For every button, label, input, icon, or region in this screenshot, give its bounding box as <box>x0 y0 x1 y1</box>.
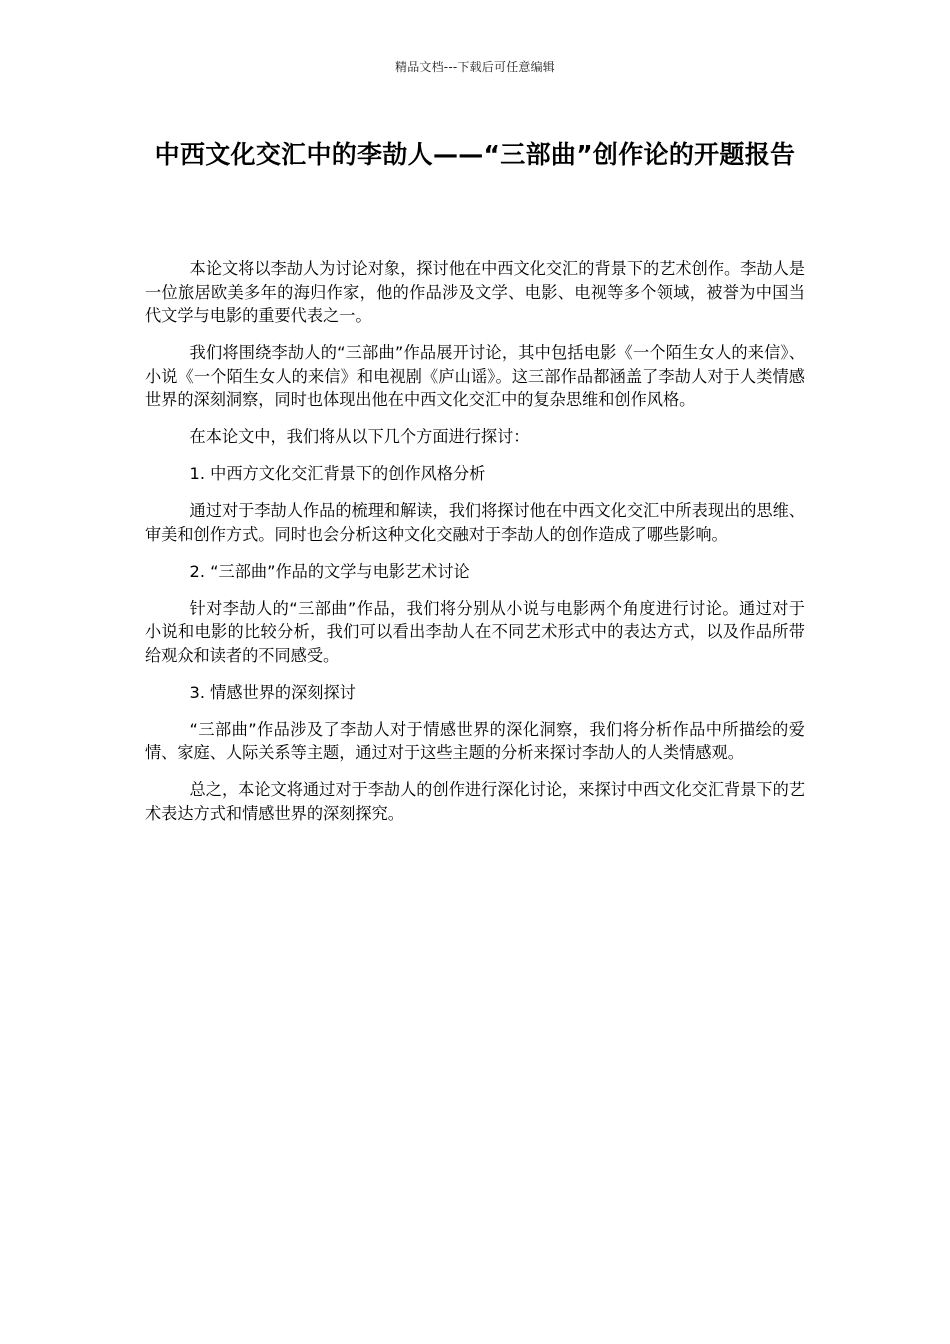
paragraph-section-2: 针对李劼人的“三部曲”作品，我们将分别从小说与电影两个角度进行讨论。通过对于小说和电影的比较分析，我们可以看出李劼人在不同艺术形式中的表达方式，以及作品所带给观众和读者的不同感受。 <box>145 598 805 665</box>
paragraph-intro: 本论文将以李劼人为讨论对象，探讨他在中西文化交汇的背景下的艺术创作。李劼人是一位旅居欧美多年的海归作家，他的作品涉及文学、电影、电视等多个领域，被誉为中国当代文学与电影的重要代表之一。 <box>145 259 805 325</box>
paragraph-trilogy: 我们将围绕李劼人的“三部曲”作品展开讨论，其中包括电影《一个陌生女人的来信》、小说《一个陌生女人的来信》和电视剧《庐山谣》。这三部作品都涵盖了李劼人对于人类情感世界的深刻洞察，同时也体现出他在中西文化交汇中的复杂思维和创作风格。 <box>145 343 805 409</box>
paragraph-section-1: 通过对于李劼人作品的梳理和解读，我们将探讨他在中西文化交汇中所表现出的思维、审美和创作方式。同时也会分析这种文化交融对于李劼人的创作造成了哪些影响。 <box>145 501 805 544</box>
paragraph-section-3: “三部曲”作品涉及了李劼人对于情感世界的深化洞察，我们将分析作品中所描绘的爱情、家庭、人际关系等主题，通过对于这些主题的分析来探讨李劼人的人类情感观。 <box>145 719 805 762</box>
paragraph-conclusion: 总之，本论文将通过对于李劼人的创作进行深化讨论，来探讨中西文化交汇背景下的艺术表达方式和情感世界的深刻探究。 <box>145 780 805 823</box>
section-heading-2: 2. “三部曲”作品的文学与电影艺术讨论 <box>189 561 470 581</box>
header-note: 精品文档---下载后可任意编辑 <box>395 60 555 74</box>
document-body <box>145 257 805 839</box>
section-heading-1: 1. 中西方文化交汇背景下的创作风格分析 <box>189 464 486 483</box>
document-title: 中西文化交汇中的李劼人——“三部曲”创作论的开题报告 <box>154 140 796 169</box>
section-heading-3: 3. 情感世界的深刻探讨 <box>189 682 356 702</box>
paragraph-aspects-intro: 在本论文中，我们将从以下几个方面进行探讨： <box>189 427 530 446</box>
